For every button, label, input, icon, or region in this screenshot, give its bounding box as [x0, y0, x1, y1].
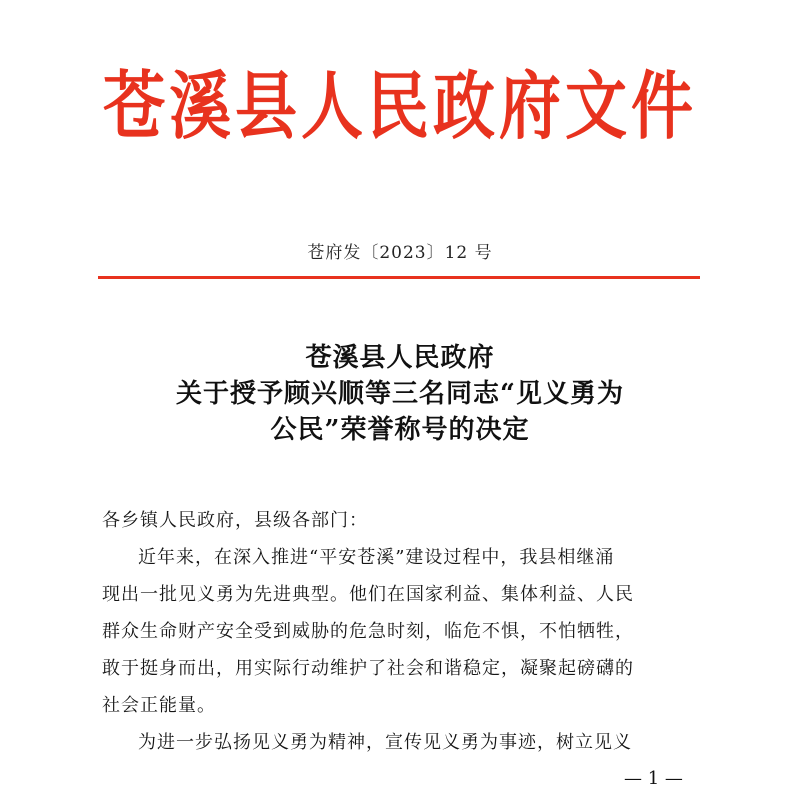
page-number: — 1 —: [624, 768, 683, 789]
paragraph-1-line-1: 近年来，在深入推进“平安苍溪”建设过程中，我县相继涌: [138, 547, 615, 568]
document-title: [0, 340, 800, 448]
paragraph-1-line-2: 现出一批见义勇为先进典型。他们在国家利益、集体利益、人民: [102, 584, 634, 605]
title-line-3: 公民”荣誉称号的决定: [270, 415, 530, 445]
paragraph-2-line-1: 为进一步弘扬见义勇为精神，宣传见义勇为事迹，树立见义: [138, 732, 632, 753]
paragraph-1-line-5: 社会正能量。: [102, 695, 216, 716]
addressee-line: 各乡镇人民政府，县级各部门：: [102, 510, 368, 531]
red-divider-line: [98, 276, 700, 279]
title-line-2: 关于授予顾兴顺等三名同志“见义勇为: [176, 379, 624, 409]
paragraph-1-line-3: 群众生命财产安全受到威胁的危急时刻，临危不惧，不怕牺牲，: [102, 621, 634, 642]
document-masthead: 苍溪县人民政府文件: [102, 63, 697, 150]
document-number: 苍府发〔2023〕12 号: [307, 243, 493, 263]
title-line-1: 苍溪县人民政府: [305, 343, 495, 373]
document-body: [102, 502, 702, 761]
paragraph-1-line-4: 敢于挺身而出，用实际行动维护了社会和谐稳定，凝聚起磅礴的: [102, 658, 634, 679]
